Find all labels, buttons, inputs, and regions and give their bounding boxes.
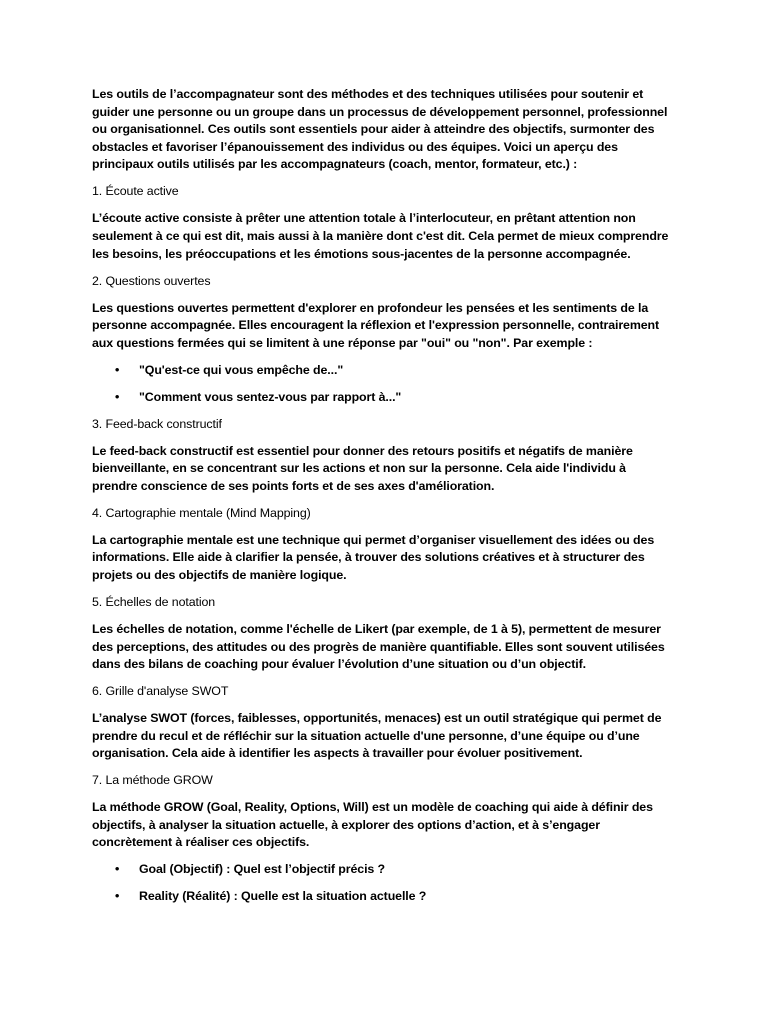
list-item — [92, 362, 672, 380]
intro-paragraph: Les outils de l’accompagnateur sont des méthodes et des techniques utilisées pour soutenir et guider une personne ou un groupe dans un processus de développement personnel, professionnel ou organisationnel. Ces outils sont essentiels pour aider à atteindre des objectifs, surmonter des obstacles et favoriser l’épanouissement des individus ou des équipes. Voici un aperçu des principaux outils utilisés par les accompagnateurs (coach, mentor, formateur, etc.) : — [92, 87, 668, 172]
list-item — [92, 861, 672, 879]
section-paragraph: L’analyse SWOT (forces, faiblesses, opportunités, menaces) est un outil stratégique qui permet de prendre du recul et de réfléchir sur la situation actuelle d'une personne, d’une équipe ou d’une organisation. Cela aide à identifier les aspects à travailler pour évoluer positivement. — [92, 711, 662, 761]
list-item-text: Reality (Réalité) : Quelle est la situation actuelle ? — [139, 889, 427, 904]
section-paragraph: La méthode GROW (Goal, Reality, Options, Will) est un modèle de coaching qui aide à définir des objectifs, à analyser la situation actuelle, à explorer des options d’action, et à s’engager concrètement à réaliser ces objectifs. — [92, 800, 653, 850]
section-paragraph: Les questions ouvertes permettent d'explorer en profondeur les pensées et les sentiments de la personne accompagnée. Elles encouragent la réflexion et l'expression personnelle, contrairement aux questions fermées qui se limitent à une réponse par "oui" ou "non". Par exemple : — [92, 300, 660, 350]
list-item — [92, 888, 672, 906]
list-item-text: Goal (Objectif) : Quel est l’objectif précis ? — [139, 862, 386, 877]
section-heading: 3. Feed-back constructif — [92, 416, 222, 431]
section-heading: 4. Cartographie mentale (Mind Mapping) — [92, 505, 311, 520]
bullet-list — [92, 362, 672, 407]
section-heading: 2. Questions ouvertes — [92, 273, 211, 288]
bullet-list — [92, 861, 672, 906]
section-heading: 5. Échelles de notation — [92, 594, 216, 609]
section-paragraph: L’écoute active consiste à prêter une attention totale à l’interlocuteur, en prêtant attention non seulement à ce qui est dit, mais aussi à la manière dont c'est dit. Cela permet de mieux comprendre les besoins, les préoccupations et les émotions sous-jacentes de la personne accompagnée. — [92, 211, 669, 261]
section-paragraph: Les échelles de notation, comme l'échelle de Likert (par exemple, de 1 à 5), permettent de mesurer des perceptions, des attitudes ou des progrès de manière quantifiable. Elles sont souvent utilisées dans des bilans de coaching pour évaluer l’évolution d’une situation ou d’un objectif. — [92, 621, 665, 672]
section-heading: 1. Écoute active — [92, 184, 179, 199]
section-paragraph: Le feed-back constructif est essentiel pour donner des retours positifs et négatifs de manière bienveillante, en se concentrant sur les actions et non sur la personne. Cela aide l'individu à prendre conscience de ses points forts et de ses axes d'amélioration. — [92, 443, 633, 493]
bullet-icon: • — [115, 362, 120, 377]
bullet-icon: • — [115, 389, 120, 404]
bullet-icon: • — [115, 862, 120, 877]
section-heading: 6. Grille d'analyse SWOT — [92, 684, 229, 699]
list-item-text: "Qu'est-ce qui vous empêche de..." — [139, 362, 344, 377]
list-item — [92, 389, 672, 407]
document-body — [92, 86, 672, 915]
section-heading: 7. La méthode GROW — [92, 773, 213, 788]
bullet-icon: • — [115, 889, 120, 904]
section-paragraph: La cartographie mentale est une technique qui permet d’organiser visuellement des idées ou des informations. Elle aide à clarifier la pensée, à trouver des solutions créatives et à structurer des projets ou des objectifs de manière logique. — [92, 532, 655, 582]
list-item-text: "Comment vous sentez-vous par rapport à..." — [139, 389, 402, 404]
